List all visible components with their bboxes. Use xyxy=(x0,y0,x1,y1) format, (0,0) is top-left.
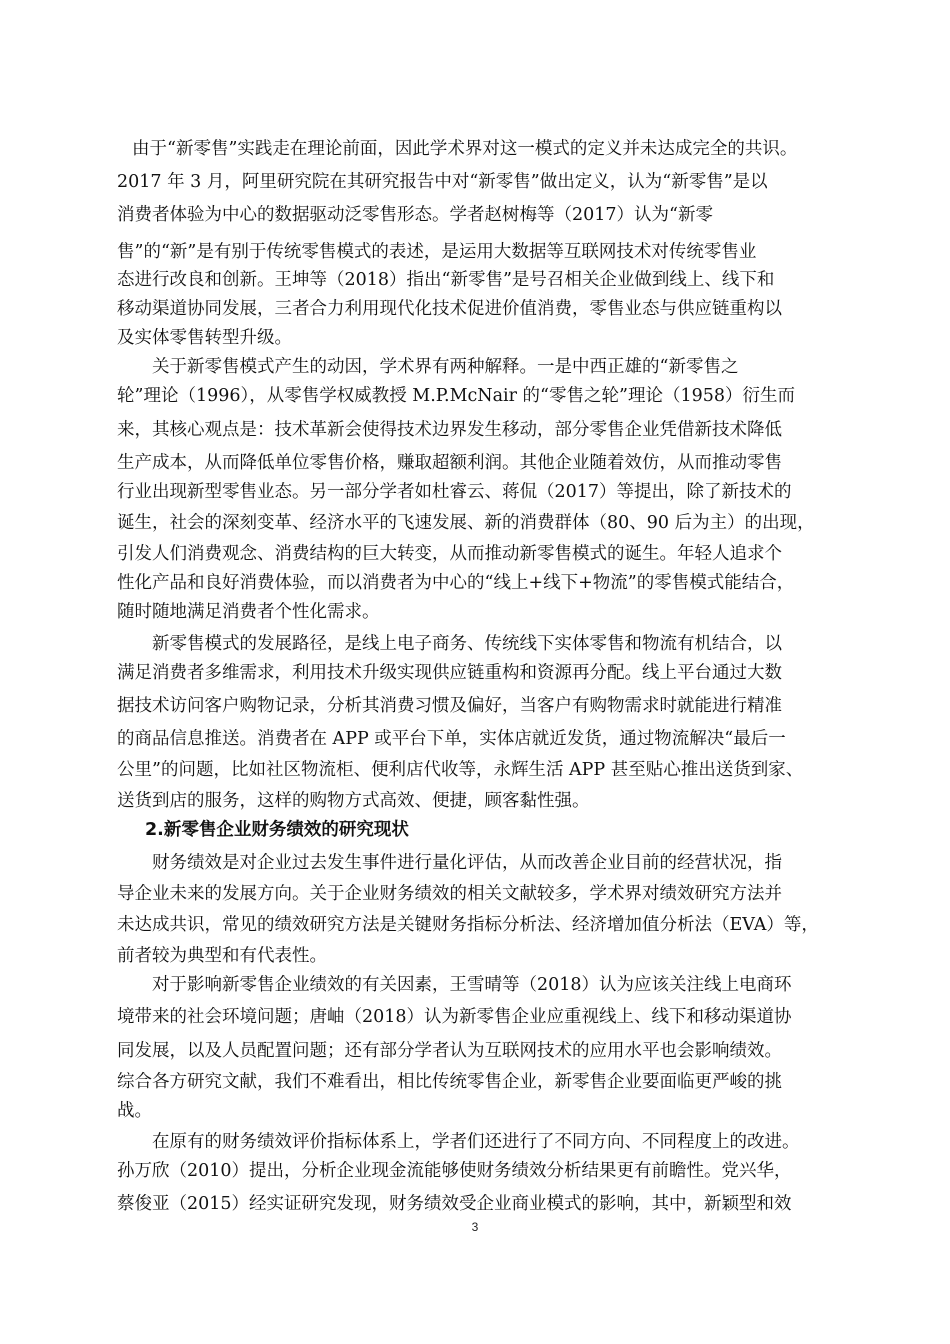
text-line: 移动渠道协同发展，三者合力利用现代化技术促进价值消费，零售业态与供应链重构以 xyxy=(117,299,782,319)
text-line: 行业出现新型零售业态。另一部分学者如杜睿云、蒋侃（2017）等提出，除了新技术的 xyxy=(117,482,792,502)
text-line: 性化产品和良好消费体验，而以消费者为中心的“线上+线下+物流”的零售模式能结合， xyxy=(117,573,795,593)
text-line: 孙万欣（2010）提出，分析企业现金流能够使财务绩效分析结果更有前瞻性。党兴华， xyxy=(117,1161,792,1181)
text-line: 消费者体验为中心的数据驱动泛零售形态。学者赵树梅等（2017）认为“新零 xyxy=(117,205,713,225)
text-line: 随时随地满足消费者个性化需求。 xyxy=(117,602,380,622)
text-line: 前者较为典型和有代表性。 xyxy=(117,946,327,966)
text-line: 态进行改良和创新。王坤等（2018）指出“新零售”是号召相关企业做到线上、线下和 xyxy=(117,270,775,290)
text-line: 蔡俊亚（2015）经实证研究发现，财务绩效受企业商业模式的影响，其中，新颖型和效 xyxy=(117,1194,792,1214)
text-line: 公里”的问题，比如社区物流柜、便利店代收等，永辉生活 APP 甚至贴心推出送货到家、 xyxy=(117,760,804,780)
text-line: 导企业未来的发展方向。关于企业财务绩效的相关文献较多，学术界对绩效研究方法并 xyxy=(117,884,782,904)
text-line: 据技术访问客户购物记录，分析其消费习惯及偏好，当客户有购物需求时就能进行精准 xyxy=(117,696,782,716)
text-line: 送货到店的服务，这样的购物方式高效、便捷，顾客黏性强。 xyxy=(117,791,590,811)
text-line: 同发展，以及人员配置问题；还有部分学者认为互联网技术的应用水平也会影响绩效。 xyxy=(117,1041,782,1061)
text-line: 引发人们消费观念、消费结构的巨大转变，从而推动新零售模式的诞生。年轻人追求个 xyxy=(117,544,782,564)
text-line: 对于影响新零售企业绩效的有关因素，王雪晴等（2018）认为应该关注线上电商环 xyxy=(152,975,792,995)
text-line: 轮”理论（1996），从零售学权威教授 M.P.McNair 的“零售之轮”理论（1958）衍生而 xyxy=(117,386,795,406)
text-line: 由于“新零售”实践走在理论前面，因此学术界对这一模式的定义并未达成完全的共识。 xyxy=(132,139,798,159)
section-heading: 2.新零售企业财务绩效的研究现状 xyxy=(145,820,409,840)
text-line: 战。 xyxy=(117,1101,152,1121)
text-line: 及实体零售转型升级。 xyxy=(117,328,292,348)
text-line: 未达成共识，常见的绩效研究方法是关键财务指标分析法、经济增加值分析法（EVA）等， xyxy=(117,915,819,935)
text-line: 新零售模式的发展路径，是线上电子商务、传统线下实体零售和物流有机结合，以 xyxy=(152,634,782,654)
text-line: 境带来的社会环境问题；唐岫（2018）认为新零售企业应重视线上、线下和移动渠道协 xyxy=(117,1007,792,1027)
text-line: 的商品信息推送。消费者在 APP 或平台下单，实体店就近发货，通过物流解决“最后一 xyxy=(117,729,786,749)
text-line: 生产成本，从而降低单位零售价格，赚取超额利润。其他企业随着效仿，从而推动零售 xyxy=(117,453,782,473)
text-line: 诞生，社会的深刻变革、经济水平的飞速发展、新的消费群体（80、90 后为主）的出现， xyxy=(117,513,815,533)
text-line: 关于新零售模式产生的动因，学术界有两种解释。一是中西正雄的“新零售之 xyxy=(152,357,739,377)
text-line: 2017 年 3 月，阿里研究院在其研究报告中对“新零售”做出定义，认为“新零售”是以 xyxy=(117,172,768,192)
text-line: 来，其核心观点是：技术革新会使得技术边界发生移动，部分零售企业凭借新技术降低 xyxy=(117,420,782,440)
page-number: 3 xyxy=(471,1220,479,1234)
text-line: 售”的“新”是有别于传统零售模式的表述，是运用大数据等互联网技术对传统零售业 xyxy=(117,242,757,262)
text-line: 满足消费者多维需求，利用技术升级实现供应链重构和资源再分配。线上平台通过大数 xyxy=(117,663,782,683)
text-line: 综合各方研究文献，我们不难看出，相比传统零售企业，新零售企业要面临更严峻的挑 xyxy=(117,1072,782,1092)
text-line: 财务绩效是对企业过去发生事件进行量化评估，从而改善企业目前的经营状况，指 xyxy=(152,853,782,873)
text-line: 在原有的财务绩效评价指标体系上，学者们还进行了不同方向、不同程度上的改进。 xyxy=(152,1132,800,1152)
